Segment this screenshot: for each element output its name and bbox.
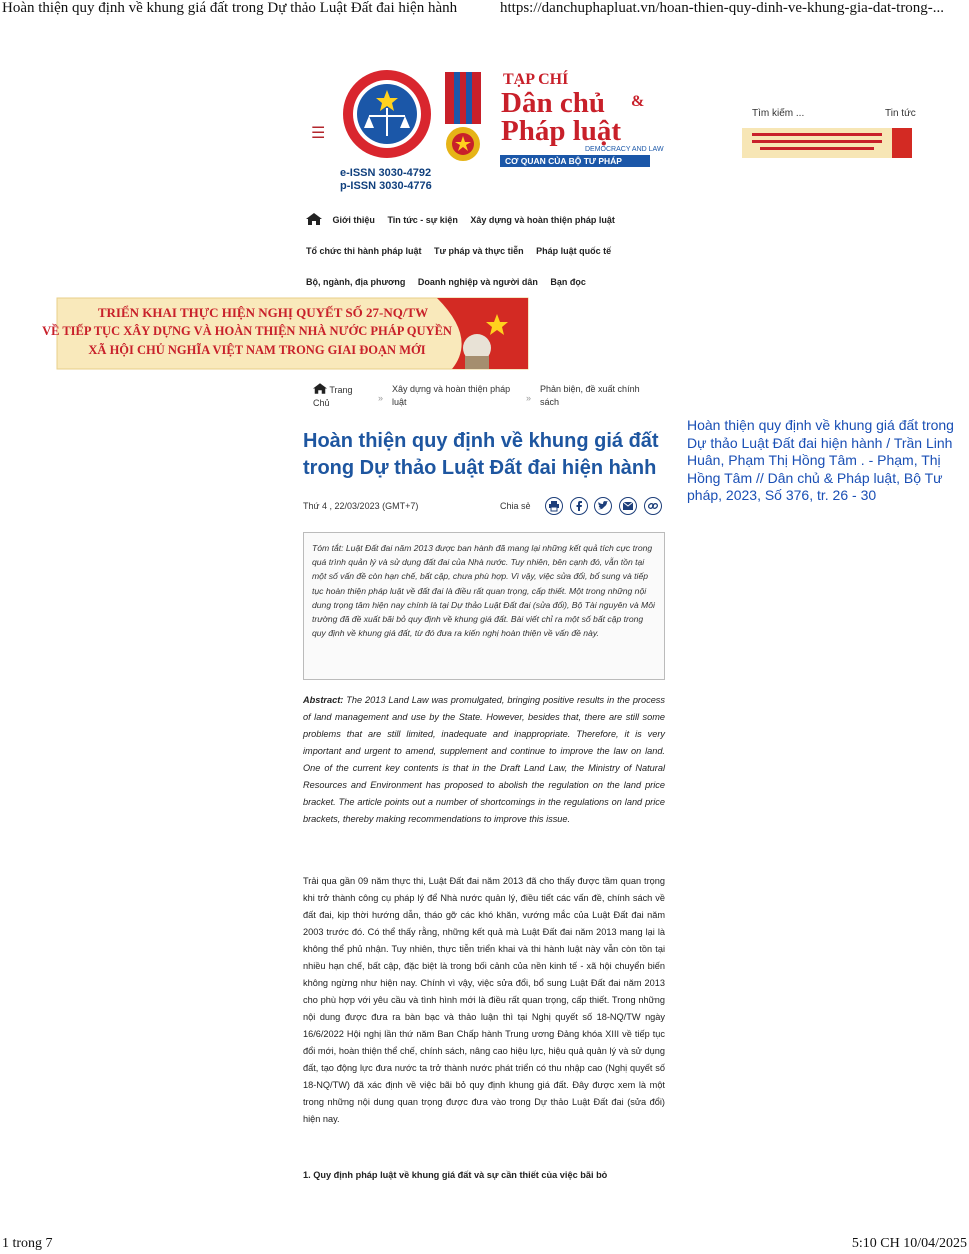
breadcrumb-c3b: sách — [540, 397, 560, 407]
logo-pissn: p-ISSN 3030-4776 — [340, 180, 432, 192]
twitter-icon[interactable] — [594, 497, 612, 515]
article-date: Thứ 4 , 22/03/2023 (GMT+7) — [303, 501, 419, 511]
article-body: Trải qua gần 09 năm thực thi, Luật Đất đai năm 2013 đã cho thấy được tầm quan trọng khi trở thành công cụ pháp lý để Nhà nước quản lý, điều tiết các vấn đề, chính sách về đất đai, kịp thời hướng dẫn, tháo gỡ các khó khăn, vướng mắc của Luật Đất đai năm 2003 trước đó. Có thể thấy rằng, những kết quả mà Luật Đất đai năm 2013 mang lại là không thể phủ nhận. Tuy nhiên, thực tiễn triển khai và thi hành luật này vẫn còn tồn tại nhiều hạn chế, bất cập, đặc biệt là trong bối cảnh của nền kinh tế - xã hội chuyển biến không ngừng như hiện nay. Chính vì vậy, việc sửa đổi, bổ sung Luật Đất đai năm 2013 cho phù hợp với yêu cầu và tình hình mới là điều rất quan trọng, cấp thiết. Trong những nội dung được đưa ra bàn bạc và thảo luận thì tại Nghị quyết số 18-NQ/TW ngày 16/6/2022 Hội nghị lần thứ năm Ban Chấp hành Trung ương Đảng khóa XIII về tiếp tục đổi mới, hoàn thiện thể chế, chính sách, nâng cao hiệu lực, hiệu quả quản lý và sử dụng đất, tạo động lực đưa nước ta trở thành nước phát triển có thu nhập cao (Nghị quyết số 18-NQ/TW) đã xác định về việc bãi bỏ quy định khung giá đất. Đây được xem là một trong những nội dung quan trọng được đưa vào trong Dự thảo Luật Đất đai (sửa đổi) hiện nay. — [303, 876, 665, 1124]
chevron-right-icon: » — [378, 393, 384, 403]
logo-tap-chi: TẠP CHÍ — [503, 71, 569, 88]
nav-row-1 — [306, 213, 625, 225]
logo-amp: & — [631, 93, 645, 110]
search-tab[interactable]: Tin tức — [885, 108, 916, 119]
link-icon[interactable] — [644, 497, 662, 515]
home-icon — [313, 383, 327, 394]
print-title: Hoàn thiện quy định về khung giá đất trong Dự thảo Luật Đất đai hiện hành — [2, 0, 458, 16]
nav-tu-phap[interactable]: Tư pháp và thực tiễn — [434, 246, 524, 256]
logo-eissn: e-ISSN 3030-4792 — [340, 167, 432, 179]
nav-doanh-nghiep[interactable]: Doanh nghiệp và người dân — [417, 277, 538, 287]
breadcrumb-c3a: Phản biện, đề xuất chính — [540, 384, 640, 394]
print-url: https://danchuphapluat.vn/hoan-thien-quy-dinh-ve-khung-gia-dat-trong-... — [500, 0, 945, 16]
nav-row-2 — [306, 246, 621, 256]
print-timestamp: 5:10 CH 10/04/2025 — [851, 1236, 967, 1251]
article-abstract — [303, 692, 665, 828]
home-icon[interactable] — [306, 213, 322, 225]
resolution-banner[interactable] — [42, 298, 528, 369]
logo-agency: CƠ QUAN CỦA BỘ TƯ PHÁP — [505, 156, 622, 166]
breadcrumb — [313, 383, 665, 413]
print-page-number: 1 trong 7 — [2, 1236, 53, 1251]
logo-line2: Pháp luật — [501, 115, 622, 147]
breadcrumb-home[interactable] — [313, 383, 353, 410]
article-title: Hoàn thiện quy định về khung giá đất trong Dự thảo Luật Đất đai hiện hành — [303, 430, 659, 479]
print-header — [0, 0, 969, 20]
print-icon[interactable] — [545, 497, 563, 515]
citation-text[interactable]: Hoàn thiện quy định về khung giá đất trong Dự thảo Luật Đất đai hiện hành / Trần Linh Huân, Phạm Thị Hồng Tâm . - Phạm, Thị Hồng Tâm // Dân chủ & Pháp luật, Bộ Tư pháp, 2023, Số 376, tr. 26 - 30 — [687, 417, 954, 503]
abstract-text: The 2013 Land Law was promulgated, bringing positive results in the process of land management and use by the State. However, besides that, there are still some problems that are still limited, inadequate and inappropriate. Therefore, it is very important and urgent to amend, supplement and continue to improve the law on land. One of the current key contents is that in the Draft Land Law, the Ministry of Natural Resources and Environment has proposed to abolish the regulation on the land price bracket. The article points out a number of shortcomings in the regulations on land price brackets, thereby making recommendations to improve this issue. — [303, 695, 665, 824]
nav-xay-dung[interactable]: Xây dựng và hoàn thiện pháp luật — [470, 215, 615, 225]
abstract-label: Abstract: — [303, 695, 344, 705]
breadcrumb-phan-bien[interactable] — [540, 383, 640, 409]
hamburger-icon[interactable]: ☰ — [311, 125, 326, 142]
breadcrumb-c2a: Xây dựng và hoàn thiện pháp — [392, 384, 511, 394]
print-footer — [0, 1236, 969, 1254]
nav-to-chuc[interactable]: Tổ chức thi hành pháp luật — [306, 246, 422, 256]
banner-line3: XÃ HỘI CHỦ NGHĨA VIỆT NAM TRONG GIAI ĐOẠN MỚI — [88, 343, 426, 357]
nav-ban-doc[interactable]: Bạn đọc — [550, 277, 586, 287]
banner-line1: TRIỂN KHAI THỰC HIỆN NGHỊ QUYẾT SỐ 27-NQ/TW — [97, 305, 429, 320]
logo-sub: DEMOCRACY AND LAW — [585, 146, 664, 153]
mini-banner[interactable] — [742, 128, 912, 158]
section-heading: 1. Quy định pháp luật về khung giá đất và sự cần thiết của việc bãi bỏ — [303, 1170, 608, 1180]
logo-line1: Dân chủ — [501, 87, 605, 119]
breadcrumb-c2b: luật — [392, 397, 407, 407]
breadcrumb-home-b: Chủ — [313, 398, 330, 408]
chevron-right-icon: » — [526, 393, 532, 403]
search-input[interactable]: Tìm kiếm ... — [752, 108, 805, 119]
nav-tin-tuc[interactable]: Tin tức - sự kiện — [387, 215, 458, 225]
email-icon[interactable] — [619, 497, 637, 515]
nav-row-3 — [306, 277, 596, 287]
breadcrumb-home-a: Trang — [329, 385, 353, 395]
nav-bo-nganh[interactable]: Bộ, ngành, địa phương — [306, 277, 406, 287]
banner-line2: VỀ TIẾP TỤC XÂY DỰNG VÀ HOÀN THIỆN NHÀ NƯỚC PHÁP QUYỀN — [42, 324, 452, 338]
article-summary: Tóm tắt: Luật Đất đai năm 2013 được ban hành đã mang lại những kết quả tích cực trong quá trình quản lý và sử dụng đất đai của Nhà nước. Tuy nhiên, bên cạnh đó, vẫn tồn tại một số vấn đề còn hạn chế, bất cập, chưa phù hợp. Vì vậy, việc sửa đổi, bổ sung và tiếp tục hoàn thiện pháp luật về đất đai là điều rất quan trọng, cấp thiết. Một trong những nội dung trọng tâm hiện nay chính là tại Dự thảo Luật Đất đai (sửa đổi), Bộ Tài nguyên và Môi trường đã đề xuất bãi bỏ quy định về khung giá đất. Bài viết chỉ ra một số bất cập trong quy định về khung giá đất, từ đó đưa ra kiến nghị hoàn thiện về vấn đề này. — [303, 532, 665, 680]
nav-quoc-te[interactable]: Pháp luật quốc tế — [536, 246, 612, 256]
share-label: Chia sẻ — [500, 501, 531, 511]
site-logo[interactable] — [335, 68, 664, 193]
facebook-icon[interactable] — [570, 497, 588, 515]
nav-gioi-thieu[interactable]: Giới thiệu — [332, 215, 375, 225]
breadcrumb-xay-dung[interactable] — [392, 383, 510, 409]
